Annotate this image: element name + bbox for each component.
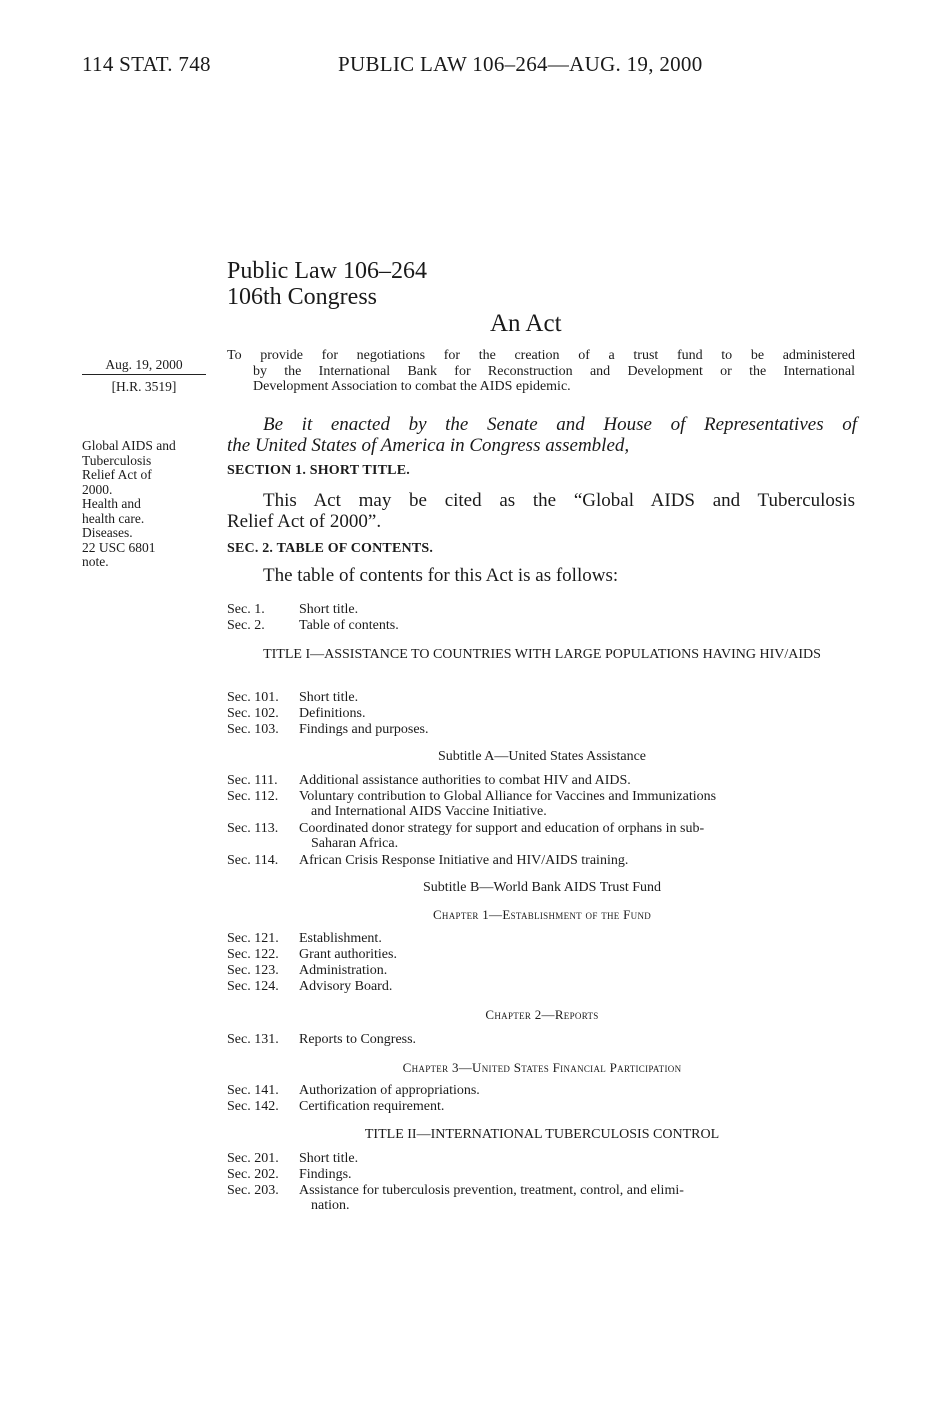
toc-subtitle-b: Subtitle B—World Bank AIDS Trust Fund: [422, 880, 662, 895]
section-2-heading: SEC. 2. TABLE OF CONTENTS.: [227, 541, 434, 556]
act-purpose: [227, 348, 855, 395]
toc-entry-title: Administration.: [299, 963, 388, 978]
toc-entry-line: Assistance for tuberculosis prevention, treatment, control, and elimi-: [299, 1183, 684, 1198]
margin-note-line: Health and: [82, 496, 141, 511]
toc-entry: [227, 821, 857, 851]
toc-entry-title: Establishment.: [299, 931, 382, 946]
toc-entry-title: [299, 789, 855, 819]
toc-entry-title: African Crisis Response Initiative and HIV/AIDS training.: [299, 853, 629, 868]
toc-entry: [227, 853, 857, 868]
section-2-text: The table of contents for this Act is as follows:: [263, 565, 619, 586]
toc-chapter-1: Chapter 1—Establishment of the Fund: [432, 907, 652, 922]
toc-entry-title: Short title.: [299, 690, 359, 705]
margin-note-line: Relief Act of: [82, 467, 152, 482]
toc-entry: [227, 618, 857, 633]
section-1-heading: SECTION 1. SHORT TITLE.: [227, 463, 410, 478]
margin-note-line: 22 USC 6801: [82, 539, 156, 555]
congress-title: 106th Congress: [227, 284, 377, 310]
section-1-line: This Act may be cited as the “Global AIDS and Tuberculosis: [263, 490, 855, 511]
toc-entry: [227, 979, 857, 994]
toc-chapter-3: Chapter 3—United States Financial Participation: [402, 1060, 682, 1075]
toc-entry-number: Sec. 2.: [227, 618, 265, 633]
act-label: An Act: [490, 310, 562, 337]
toc-title-2: TITLE II—INTERNATIONAL TUBERCULOSIS CONTROL: [364, 1127, 720, 1142]
margin-topic-notes: [82, 439, 212, 570]
toc-entry-continuation: and International AIDS Vaccine Initiative.: [311, 804, 547, 819]
toc-entry-number: Sec. 141.: [227, 1083, 279, 1098]
enacting-line: the United States of America in Congress assembled,: [227, 435, 630, 456]
enacting-line: Be it enacted by the Senate and House of Representatives of: [263, 414, 857, 435]
toc-entry-number: Sec. 124.: [227, 979, 279, 994]
section-1-line: Relief Act of 2000”.: [227, 511, 382, 532]
toc-entry-number: Sec. 201.: [227, 1151, 279, 1166]
toc-entry: [227, 722, 857, 737]
approval-date-note: Aug. 19, 2000: [82, 358, 206, 375]
toc-entry: [227, 602, 857, 617]
toc-entry: [227, 773, 857, 788]
toc-entry: [227, 1032, 857, 1047]
margin-note-line: note.: [82, 554, 109, 569]
toc-entry: [227, 1167, 857, 1182]
toc-entry-title: Advisory Board.: [299, 979, 393, 994]
toc-entry-number: Sec. 122.: [227, 947, 279, 962]
enacting-clause: [227, 414, 857, 456]
toc-entry-title: Reports to Congress.: [299, 1032, 417, 1047]
toc-entry-number: Sec. 111.: [227, 773, 278, 788]
toc-entry-number: Sec. 1.: [227, 602, 265, 617]
toc-entry-title: Grant authorities.: [299, 947, 397, 962]
toc-entry: [227, 1099, 857, 1114]
toc-entry-title: Table of contents.: [299, 618, 399, 633]
toc-subtitle-a: Subtitle A—United States Assistance: [437, 749, 647, 764]
toc-entry-number: Sec. 113.: [227, 821, 279, 836]
section-1-text: [227, 490, 855, 532]
toc-entry-number: Sec. 202.: [227, 1167, 279, 1182]
toc-entry-continuation: Saharan Africa.: [311, 836, 399, 851]
law-number-title: Public Law 106–264: [227, 258, 427, 284]
bill-number-note: [H.R. 3519]: [111, 379, 177, 394]
margin-note-line: Diseases.: [82, 525, 133, 540]
toc-entry-title: Short title.: [299, 1151, 359, 1166]
toc-entry: [227, 931, 857, 946]
margin-note-line: Global AIDS and: [82, 438, 176, 453]
running-head-page-ref: 114 STAT. 748: [82, 52, 211, 76]
toc-entry-title: Findings.: [299, 1167, 352, 1182]
toc-entry: [227, 1183, 857, 1213]
toc-entry: [227, 1083, 857, 1098]
toc-entry-line: Coordinated donor strategy for support and education of orphans in sub-: [299, 821, 705, 836]
margin-note-line: 2000.: [82, 481, 113, 497]
running-head-law-date: PUBLIC LAW 106–264—AUG. 19, 2000: [338, 52, 703, 76]
toc-entry-number: Sec. 131.: [227, 1032, 279, 1047]
toc-entry: [227, 690, 857, 705]
toc-entry-title: [299, 821, 855, 851]
toc-chapter-2: Chapter 2—Reports: [485, 1007, 599, 1022]
toc-entry-title: Additional assistance authorities to combat HIV and AIDS.: [299, 773, 631, 788]
toc-entry: [227, 947, 857, 962]
toc-entry-number: Sec. 123.: [227, 963, 279, 978]
purpose-line: Development Association to combat the AIDS epidemic.: [253, 379, 571, 394]
toc-entry-title: Authorization of appropriations.: [299, 1083, 480, 1098]
margin-note-line: Tuberculosis: [82, 452, 152, 468]
toc-entry-number: Sec. 203.: [227, 1183, 279, 1198]
toc-entry-title: Certification requirement.: [299, 1099, 445, 1114]
toc-entry-continuation: nation.: [311, 1198, 350, 1213]
toc-entry: [227, 1151, 857, 1166]
toc-entry: [227, 706, 857, 721]
toc-entry-number: Sec. 112.: [227, 789, 279, 804]
toc-entry-number: Sec. 103.: [227, 722, 279, 737]
toc-entry-title: [299, 1183, 855, 1213]
purpose-line: by the International Bank for Reconstruction and Development or the International: [253, 363, 855, 379]
toc-entry-number: Sec. 142.: [227, 1099, 279, 1114]
toc-entry-number: Sec. 101.: [227, 690, 279, 705]
toc-entry-title: Short title.: [299, 602, 359, 617]
toc-entry-number: Sec. 114.: [227, 853, 279, 868]
toc-entry: [227, 789, 857, 819]
purpose-line: To provide for negotiations for the creation of a trust fund to be administered: [227, 348, 855, 363]
toc-entry: [227, 963, 857, 978]
toc-entry-title: Definitions.: [299, 706, 366, 721]
margin-note-line: health care.: [82, 510, 145, 526]
toc-entry-number: Sec. 121.: [227, 931, 279, 946]
toc-entry-line: Voluntary contribution to Global Alliance for Vaccines and Immunizations: [299, 789, 717, 804]
toc-title-1: TITLE I—ASSISTANCE TO COUNTRIES WITH LARGE POPULATIONS HAVING HIV/AIDS: [263, 647, 821, 662]
toc-entry-number: Sec. 102.: [227, 706, 279, 721]
toc-entry-title: Findings and purposes.: [299, 722, 429, 737]
